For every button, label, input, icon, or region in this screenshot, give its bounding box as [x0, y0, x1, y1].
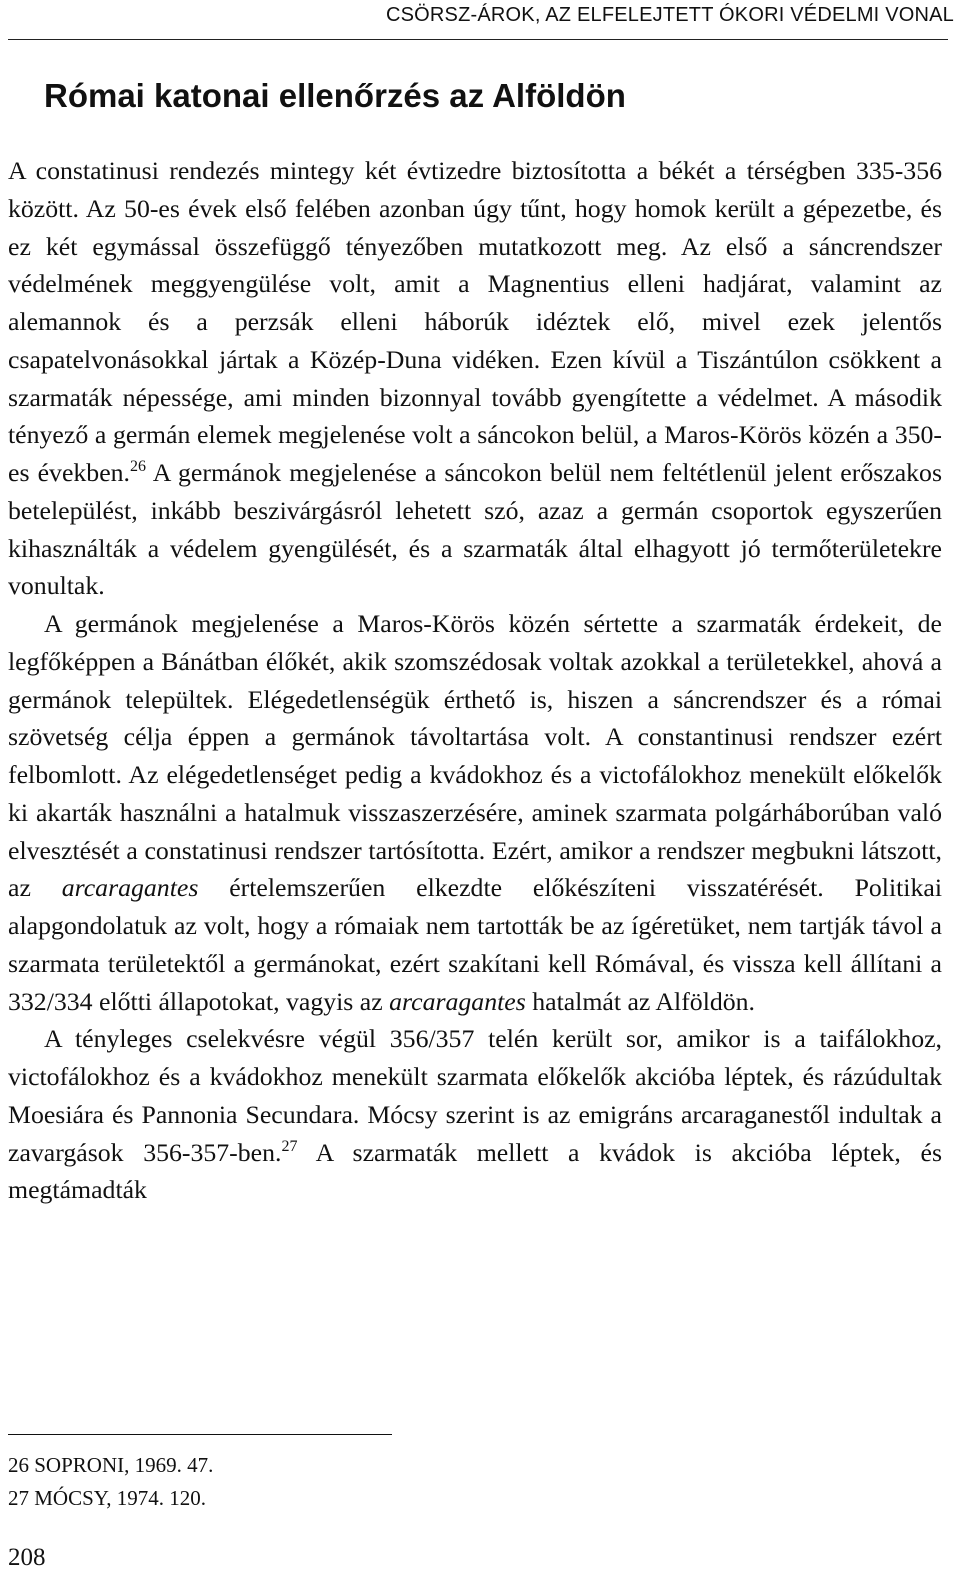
footnote-26: 26 SOPRONI, 1969. 47.	[8, 1453, 214, 1477]
paragraph-1-text-b: A germánok megjelenése a sáncokon belül nem feltétlenül jelent erőszakos betelepülést, inkább beszivárgásról lehetett szó, azaz a germán csoportok egyszerűen kihasználták a védelem gyengülését, és a szarmaták által elhagyott jó termőterületekre vonultak.	[8, 458, 942, 601]
paragraph-2	[8, 605, 942, 1020]
paragraph-2-text-c: hatalmát az Alföldön.	[525, 986, 756, 1016]
body-text	[8, 152, 942, 1209]
page-number: 208	[8, 1544, 46, 1571]
paragraph-2-text-a: A germánok megjelenése a Maros-Körös közén sértette a szarmaták érdekeit, de legfőképpen a Bánátban élőkét, akik szomszédosak voltak azokkal a területekkel, ahová a germánok települtek. Elégedetlenségük érthető is, hiszen a sáncrendszer és a római szövetség célja éppen a germánok távoltartása volt. A constantinusi rendszer ezért felbomlott. Az elégedetlenséget pedig a kvádokhoz és a victofálokhoz menekült előkelők ki akarták használni a hatalmuk visszaszerzésére, aminek szarmata polgárháborúban való elvesztését a constatinusi rendszer tartósította. Ezért, amikor a rendszer megbukni látszott, az	[8, 609, 942, 903]
footnote-27: 27 MÓCSY, 1974. 120.	[8, 1486, 206, 1510]
paragraph-3	[8, 1020, 942, 1209]
running-header: CSÖRSZ-ÁROK, AZ ELFELEJTETT ÓKORI VÉDELMI VONAL	[385, 4, 954, 26]
paragraph-2-italic-1: arcaragantes	[61, 873, 199, 903]
paragraph-2-italic-2: arcaragantes	[389, 986, 526, 1016]
footnote-ref-26[interactable]: 26	[130, 458, 146, 475]
section-title: Római katonai ellenőrzés az Alföldön	[44, 77, 626, 114]
footnote-divider	[8, 1434, 392, 1435]
footnote-ref-27[interactable]: 27	[281, 1137, 298, 1155]
paragraph-1	[8, 152, 942, 605]
paragraph-2-text-b: értelemszerűen elkezdte előkészíteni visszatérését. Politikai alapgondolatuk az volt, hogy a rómaiak nem tartották be az ígéretüket, nem tartják távol a szarmata területektől a germánokat, ezért szakítani kell Rómával, és vissza kell állítani a 332/334 előtti állapotokat, vagyis az	[8, 873, 942, 1016]
footnotes	[8, 1449, 213, 1515]
paragraph-3-text-a: A tényleges cselekvésre végül 356/357 telén került sor, amikor is a taifálokhoz, victofálokhoz és a kvádokhoz menekült szarmata előkelők akcióba léptek, és rázúdultak Moesiára és Pannonia Secundara. Mócsy szerint is az emigráns arcaraganestől indultak a zavargások 356-357-ben.	[8, 1024, 942, 1167]
header-divider	[8, 39, 948, 40]
paragraph-3-text-b: A szarmaták mellett a kvádok is akcióba léptek, és megtámadták	[8, 1137, 942, 1205]
paragraph-1-text-a: A constatinusi rendezés mintegy két évtizedre biztosította a békét a térségben 335-356 között. Az 50-es évek első felében azonban úgy tűnt, hogy homok került a gépezetbe, és ez két egymással összefüggő tényezőben mutatkozott meg. Az első a sáncrendszer védelmének meggyengülése volt, amit a Magnentius elleni hadjárat, valamint az alemannok és a perzsák elleni háborúk idéztek elő, mivel ezek jelentős csapatelvonásokkal jártak a Közép-Duna vidéken. Ezen kívül a Tiszántúlon csökkent a szarmaták népessége, ami minden bizonnyal tovább gyengítette a védelmet. A második tényező a germán elemek megjelenése volt a sáncokon belül, a Maros-Körös közén a 350-es években.	[8, 156, 942, 487]
